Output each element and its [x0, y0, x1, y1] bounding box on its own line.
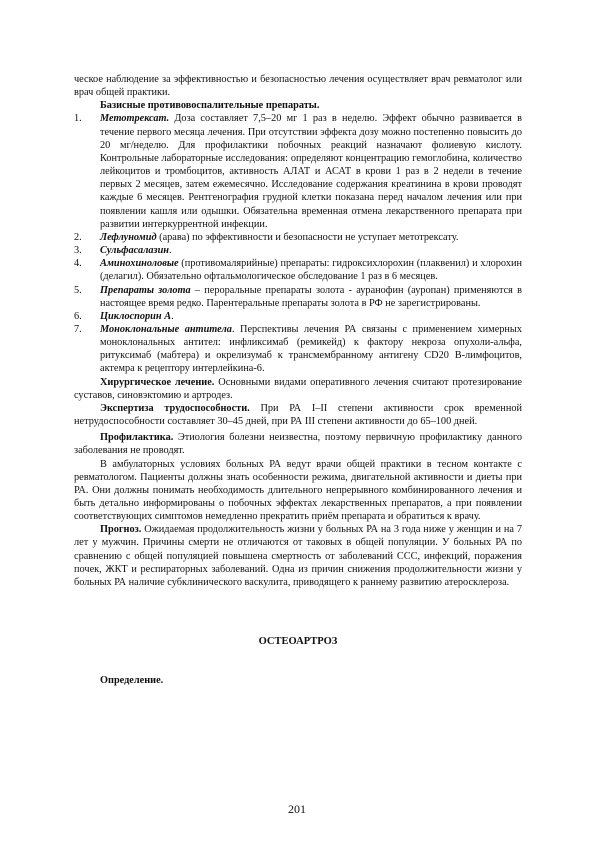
list-item: [74, 112, 522, 230]
surgery-paragraph: [74, 376, 522, 402]
list-item: [74, 244, 522, 257]
ambulatory-paragraph: В амбулаторных условиях больных РА ведут врачи общей практики в тесном контакте с ревматологом. Пациенты должны знать особенности режима, двигательной активности и диеты при РА. Они должны понимать необходимость длительного непрерывного комбинированного лечения и быть детально информированы о побочных эффектах лекарственных препаратов, а при появлении соответствующих симптомов немедленно прекратить приём препарата и обратиться к врачу.: [74, 458, 522, 523]
item-term: Сульфасалазин: [100, 245, 170, 257]
list-item: [74, 257, 522, 283]
prophylaxis-text: Этиология болезни неизвестна, поэтому первичную профилактику данного заболевания не проводят.: [74, 432, 522, 457]
item-text: (противомалярийные) препараты: гидроксихлорохин (плаквенил) и хлорохин (делагил). Обязательно офтальмологическое обследование 1 раз в 6 месяцев.: [100, 258, 522, 283]
item-text: (арава) по эффективности и безопасности не уступает метотрексату.: [156, 231, 459, 243]
item-number: 6.: [74, 310, 82, 322]
item-text: .: [169, 245, 172, 257]
expertise-text: При РА I–II степени активности срок временной нетрудоспособности составляет 30–45 дней, при РА III степени активности до 65–100 дней.: [74, 402, 522, 428]
prophylaxis-paragraph: [74, 431, 522, 457]
page-number: 201: [288, 802, 306, 816]
definition-heading: Определение.: [100, 675, 164, 687]
surgery-heading: Хирургическое лечение.: [100, 376, 215, 388]
item-text: – пероральные препараты золота - ауранофин (ауропан) применяются в настоящее время редко. Парентеральные препараты золота в РФ не зарегистрированы.: [100, 284, 522, 309]
prognosis-heading: Прогноз.: [100, 524, 142, 536]
list-item: [74, 284, 522, 310]
basic-drugs-heading: Базисные противовоспалительные препараты.: [100, 100, 320, 112]
item-number: 4.: [74, 258, 82, 270]
item-term: Лефлуномид: [100, 231, 157, 243]
expertise-heading: Экспертиза трудоспособности.: [100, 402, 250, 414]
item-number: 1.: [74, 113, 82, 125]
expertise-paragraph: [74, 402, 522, 428]
item-term: Циклоспорин А: [100, 310, 172, 322]
drug-list: [74, 112, 522, 375]
item-text: Доза составляет 7,5–20 мг 1 раз в неделю. Эффект обычно развивается в течение первого месяца лечения. При отсутствии эффекта дозу можно постепенно повысить до 20 мг/неделю. Для профилактики побочных реакций назначают фолиевую кислоту. Контрольные лабораторные исследования: определяют концентрацию гемоглобина, количество лейкоцитов и тромбоцитов, активность АЛАТ и АСАТ в крови 1 раз в 2 недели в течение первых 2 месяцев, затем ежемесячно. Исследование содержания креатинина в крови проводят каждые 6 месяцев. Рентгенография грудной клетки показана перед началом лечения или при появлении кашля или одышки. Обязательна временная отмена лекарственного препарата при развитии интеркуррентной инфекции.: [100, 113, 522, 230]
list-item: [74, 231, 522, 244]
prognosis-paragraph: [74, 523, 522, 589]
item-number: 3.: [74, 245, 82, 257]
item-number: 2.: [74, 231, 82, 243]
item-number: 5.: [74, 284, 82, 296]
item-text: .: [171, 310, 174, 322]
surgery-text: Основными видами оперативного лечения считают протезирование суставов, синовэктомию и артродез.: [74, 376, 523, 401]
section-title: ОСТЕОАРТРОЗ: [258, 636, 338, 648]
prognosis-text: Ожидаемая продолжительность жизни у больных РА на 3 года ниже у женщин и на 7 лет у мужчин. Причины смерти не отличаются от таковых в общей популяции. У больных РА по сравнению с общей популяцией повышена смертность от заболеваний ССС, инфекций, поражения почек, ЖКТ и респираторных заболеваний. Одна из причин снижения продолжительности жизни у больных РА наличие субклинического васкулита, приводящего к раннему развитию атеросклероза.: [74, 524, 522, 588]
item-term: Моноклональные антитела: [100, 323, 232, 335]
item-term: Метотрексат.: [100, 113, 170, 125]
intro-paragraph: ческое наблюдение за эффективностью и безопасностью лечения осуществляет врач ревматолог или врач общей практики.: [74, 74, 522, 99]
prophylaxis-heading: Профилактика.: [100, 432, 174, 444]
item-term: Препараты золота: [100, 284, 191, 296]
item-term: Аминохиноловые: [100, 258, 179, 270]
list-item: [74, 323, 522, 376]
item-number: 7.: [74, 323, 82, 335]
list-item: [74, 310, 522, 323]
item-text: . Перспективы лечения РА связаны с применением химерных моноклональных антител: инфликсимаб (ремикейд) к фактору некроза опухоли-альфа, ритуксимаб (мабтера) и окрелизумаб к трансмембранному антигену CD20 В-лимфоцитов, актемра к рецептору интерлейкина-6.: [100, 323, 522, 375]
